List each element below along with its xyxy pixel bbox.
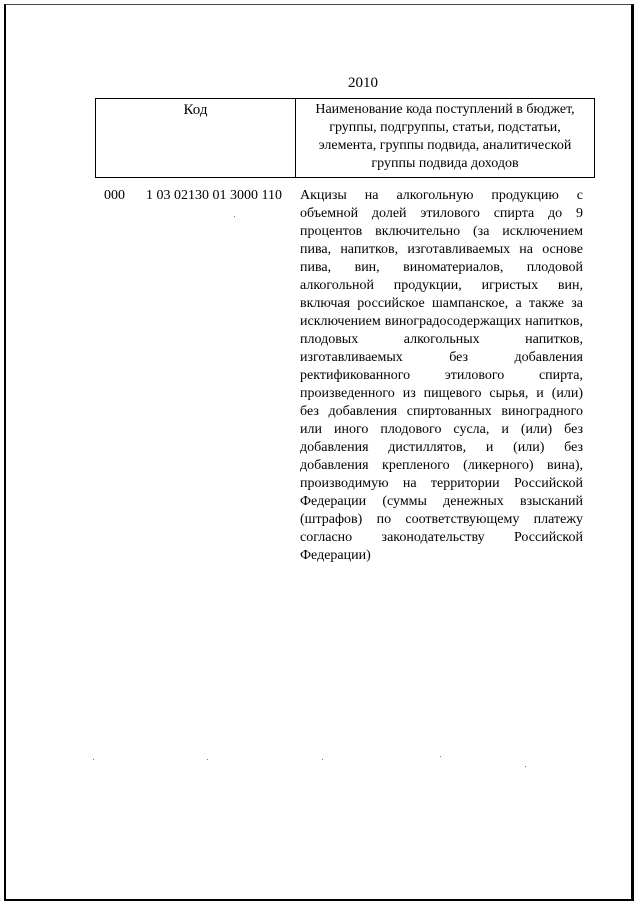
scan-speck: [322, 759, 323, 760]
row-admin-code: 000: [104, 188, 125, 203]
scan-speck: [440, 756, 441, 757]
row-description: Акцизы на алкогольную продукцию с объемной долей этилового спирта до 9 процентов включительно (за исключением пива, напитков, изготавливаемых на основе пива, вин, виноматериалов, плодовой алкогольной продукции, игристых вин, включая российское шампанское, а также за исключением виноградосодержащих напитков, плодовых алкогольных напитков, изготавливаемых без добавления ректификованного этилового спирта, произведенного из пищевого сырья, и (или) без добавления спиртованных виноградного или иного плодового сусла, и (или) без добавления дистиллятов, и (или) без добавления крепленого (ликерного) вина), производимую на территории Российской Федерации (суммы денежных взысканий (штрафов) по соответствующему платежу согласно законодательству Российской Федерации): [300, 188, 583, 563]
scan-speck: [207, 759, 208, 760]
row-revenue-code: 1 03 02130 01 3000 110: [146, 188, 282, 203]
scan-speck: [234, 216, 235, 217]
scan-speck: [93, 759, 94, 760]
header-name-cell: Наименование кода поступлений в бюджет, группы, подгруппы, статьи, подстатьи, элемента, группы подвида, аналитической группы подвида доходов: [315, 102, 575, 171]
header-table: [95, 98, 595, 178]
header-code-cell: Код: [96, 99, 296, 177]
page-number: 2010: [348, 75, 378, 91]
scan-speck: [525, 766, 526, 767]
